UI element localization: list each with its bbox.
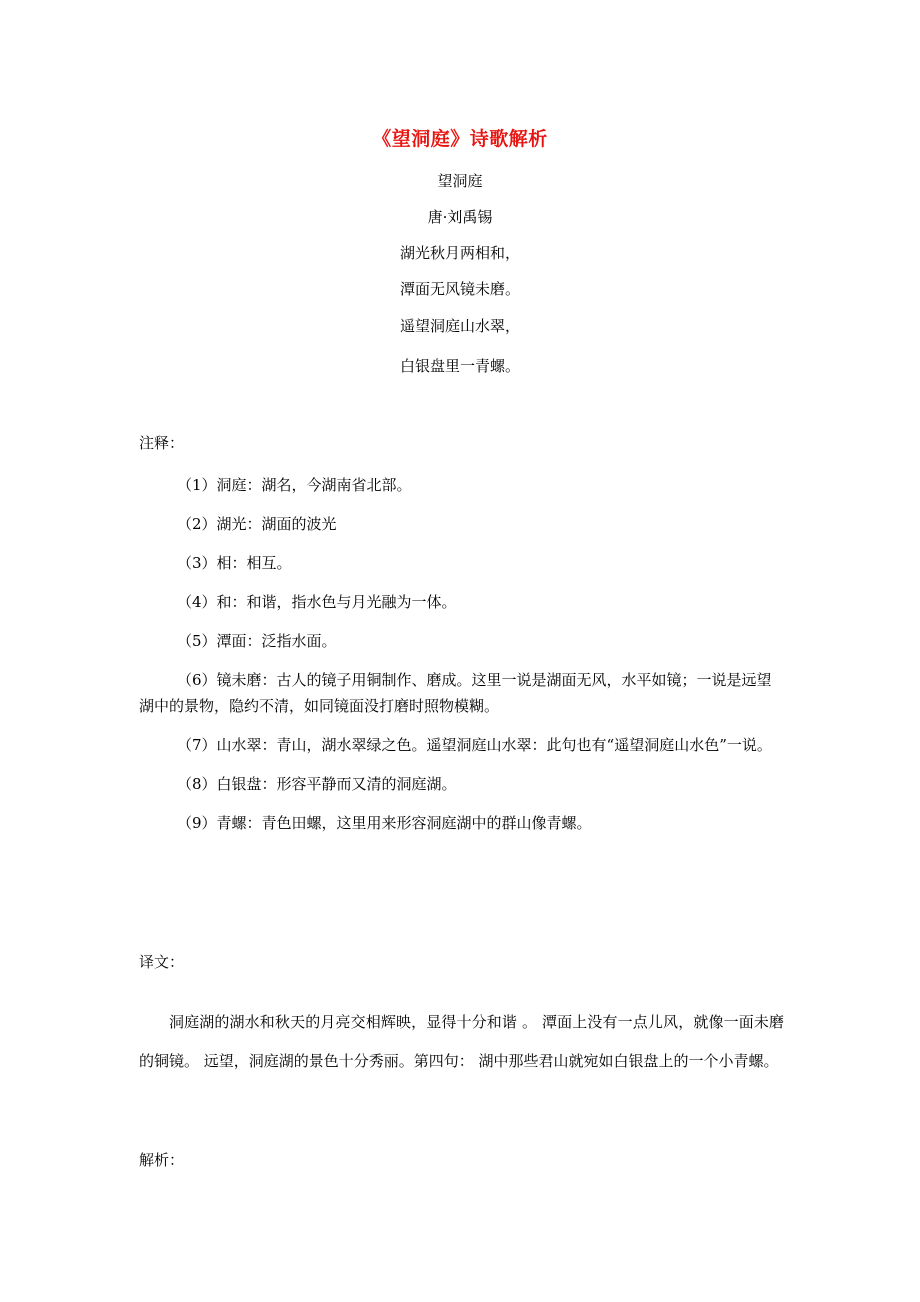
translation-heading: 译文：	[139, 953, 185, 971]
notes-heading: 注释：	[139, 434, 185, 452]
note-item: （8）白银盘：形容平静而又清的洞庭湖。	[177, 775, 457, 793]
note-item: （1）洞庭：湖名，今湖南省北部。	[177, 476, 412, 494]
note-item: （4）和：和谐，指水色与月光融为一体。	[177, 593, 457, 611]
note-item: （6）镜未磨：古人的镜子用铜制作、磨成。这里一说是湖面无风，水平如镜；一说是远望湖中的景物，隐约不清，如同镜面没打磨时照物模糊。	[139, 671, 772, 715]
analysis-heading: 解析：	[139, 1151, 185, 1169]
note-item: （2）湖光：湖面的波光	[177, 515, 337, 533]
note-item: （7）山水翠：青山，湖水翠绿之色。遥望洞庭山水翠：此句也有“遥望洞庭山水色”一说。	[177, 736, 772, 754]
notes-list	[139, 472, 784, 849]
document-title: 《望洞庭》诗歌解析	[372, 128, 548, 150]
note-item: （5）潭面：泛指水面。	[177, 632, 337, 650]
note-item: （3）相：相互。	[177, 554, 292, 572]
poem-name: 望洞庭	[437, 172, 483, 190]
poem-line: 白银盘里一青螺。	[399, 357, 520, 375]
note-item: （9）青螺：青色田螺，这里用来形容洞庭湖中的群山像青螺。	[177, 814, 592, 832]
poem-line: 湖光秋月两相和，	[399, 244, 520, 262]
translation-text: 洞庭湖的湖水和秋天的月亮交相辉映，显得十分和谐 。 潭面上没有一点儿风，就像一面未磨的铜镜。 远望，洞庭湖的景色十分秀丽。第四句： 湖中那些君山就宛如白银盘上的一个小青螺。	[139, 1013, 784, 1070]
poem-line: 遥望洞庭山水翠，	[399, 317, 520, 335]
poem-author: 唐·刘禹锡	[427, 208, 493, 226]
poem-line: 潭面无风镜未磨。	[399, 280, 520, 298]
